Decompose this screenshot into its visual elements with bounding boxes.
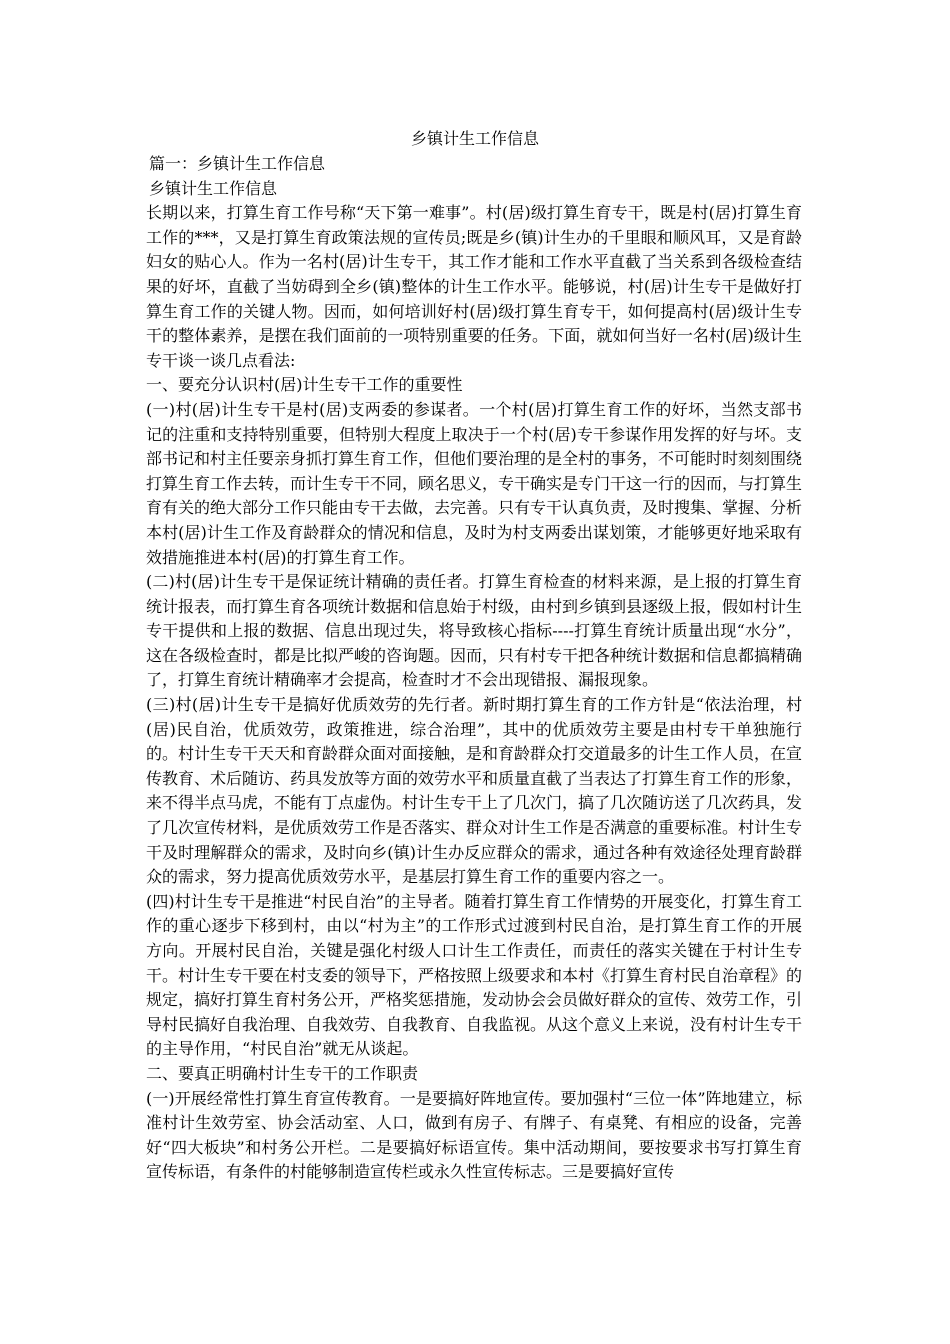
heading-subtitle: 乡镇计生工作信息 — [149, 178, 278, 198]
paragraph-item-1: (一)村(居)计生专干是村(居)支两委的参谋者。一个村(居)打算生育工作的好坏，当然支部书记的注重和支持特别重要，但特别大程度上取决于一个村(居)专干参谋作用发挥的好与坏。支部书记和村主任要亲身抓打算生育工作，但他们要治理的是全村的事务，不可能时时刻刻围绕打算生育工作去转，而计生专干不同，顾名思义，专干确实是专门干这一行的因而，与打算生育有关的绝大部分工作只能由专干去做，去完善。只有专干认真负责，及时搜集、掌握、分析本村(居)计生工作及育龄群众的情况和信息，及时为村支两委出谋划策，才能够更好地采取有效措施推进本村(居)的打算生育工作。 — [146, 399, 803, 567]
paragraph-duty-1: (一)开展经常性打算生育宣传教育。一是要搞好阵地宣传。要加强村“三位一体”阵地建立，标准村计生效劳室、协会活动室、人口，做到有房子、有牌子、有桌凳、有相应的设备，完善好“四大板块”和村务公开栏。二是要搞好标语宣传。集中活动期间，要按要求书写打算生育宣传标语，有条件的村能够制造宣传栏或永久性宣传标志。三是要搞好宣传 — [146, 1088, 802, 1182]
paragraph-intro: 长期以来，打算生育工作号称“天下第一难事”。村(居)级打算生育专干，既是村(居)打算生育工作的***，又是打算生育政策法规的宣传员;既是乡(镇)计生办的千里眼和顺风耳，又是育龄妇女的贴心人。作为一名村(居)计生专干，其工作才能和工作水平直截了当关系到各级检查结果的好坏，直截了当妨碍到全乡(镇)整体的计生工作水平。能够说，村(居)计生专干是做好打算生育工作的关键人物。因而，如何培训好村(居)级打算生育专干，如何提高村(居)级计生专干的整体素养，是摆在我们面前的一项特别重要的任务。下面，就如何当好一名村(居)级计生专干谈一谈几点看法: — [146, 203, 802, 370]
section-heading-2: 二、要真正明确村计生专干的工作职责 — [146, 1063, 419, 1083]
paragraph-item-2: (二)村(居)计生专干是保证统计精确的责任者。打算生育检查的材料来源，是上报的打算生育统计报表，而打算生育各项统计数据和信息始于村级，由村到乡镇到县逐级上报，假如村计生专干提供和上报的数据、信息出现过失，将导致核心指标----打算生育统计质量出现“水分”，这在各级检查时，都是比拟严峻的咨询题。因而，只有村专干把各种统计数据和信息都搞精确了，打算生育统计精确率才会提高，检查时才不会出现错报、漏报现象。 — [146, 572, 803, 690]
section-heading-1: 一、要充分认识村(居)计生专干工作的重要性 — [146, 375, 463, 395]
heading-part-one: 篇一：乡镇计生工作信息 — [149, 154, 326, 173]
paragraph-item-3: (三)村(居)计生专干是搞好优质效劳的先行者。新时期打算生育的工作方针是“依法治理，村(居)民自治，优质效劳，政策推进，综合治理”，其中的优质效劳主要是由村专干单独施行的。村计生专干天天和育龄群众面对面接触，是和育龄群众打交道最多的计生工作人员，在宣传教育、术后随访、药具发放等方面的效劳水平和质量直截了当表达了打算生育工作的形象，来不得半点马虎，不能有丁点虚伪。村计生专干上了几次门，搞了几次随访送了几次药具，发了几次宣传材料，是优质效劳工作是否落实、群众对计生工作是否满意的重要标准。村计生专干及时理解群众的需求，及时向乡(镇)计生办反应群众的需求，通过各种有效途径处理育龄群众的需求，努力提高优质效劳水平，是基层打算生育工作的重要内容之一。 — [146, 695, 803, 887]
document-title: 乡镇计生工作信息 — [410, 129, 539, 148]
document-body — [146, 152, 802, 1185]
paragraph-item-4: (四)村计生专干是推进“村民自治”的主导者。随着打算生育工作情势的开展变化，打算生育工作的重心逐步下移到村，由以“村为主”的工作形式过渡到村民自治，是打算生育工作的开展方向。开展村民自治，关键是强化村级人口计生工作责任，而责任的落实关键在于村计生专干。村计生专干要在村支委的领导下，严格按照上级要求和本村《打算生育村民自治章程》的规定，搞好打算生育村务公开，严格奖惩措施，发动协会会员做好群众的宣传、效劳工作，引导村民搞好自我治理、自我效劳、自我教育、自我监视。从这个意义上来说，没有村计生专干的主导作用，“村民自治”就无从谈起。 — [146, 891, 803, 1059]
